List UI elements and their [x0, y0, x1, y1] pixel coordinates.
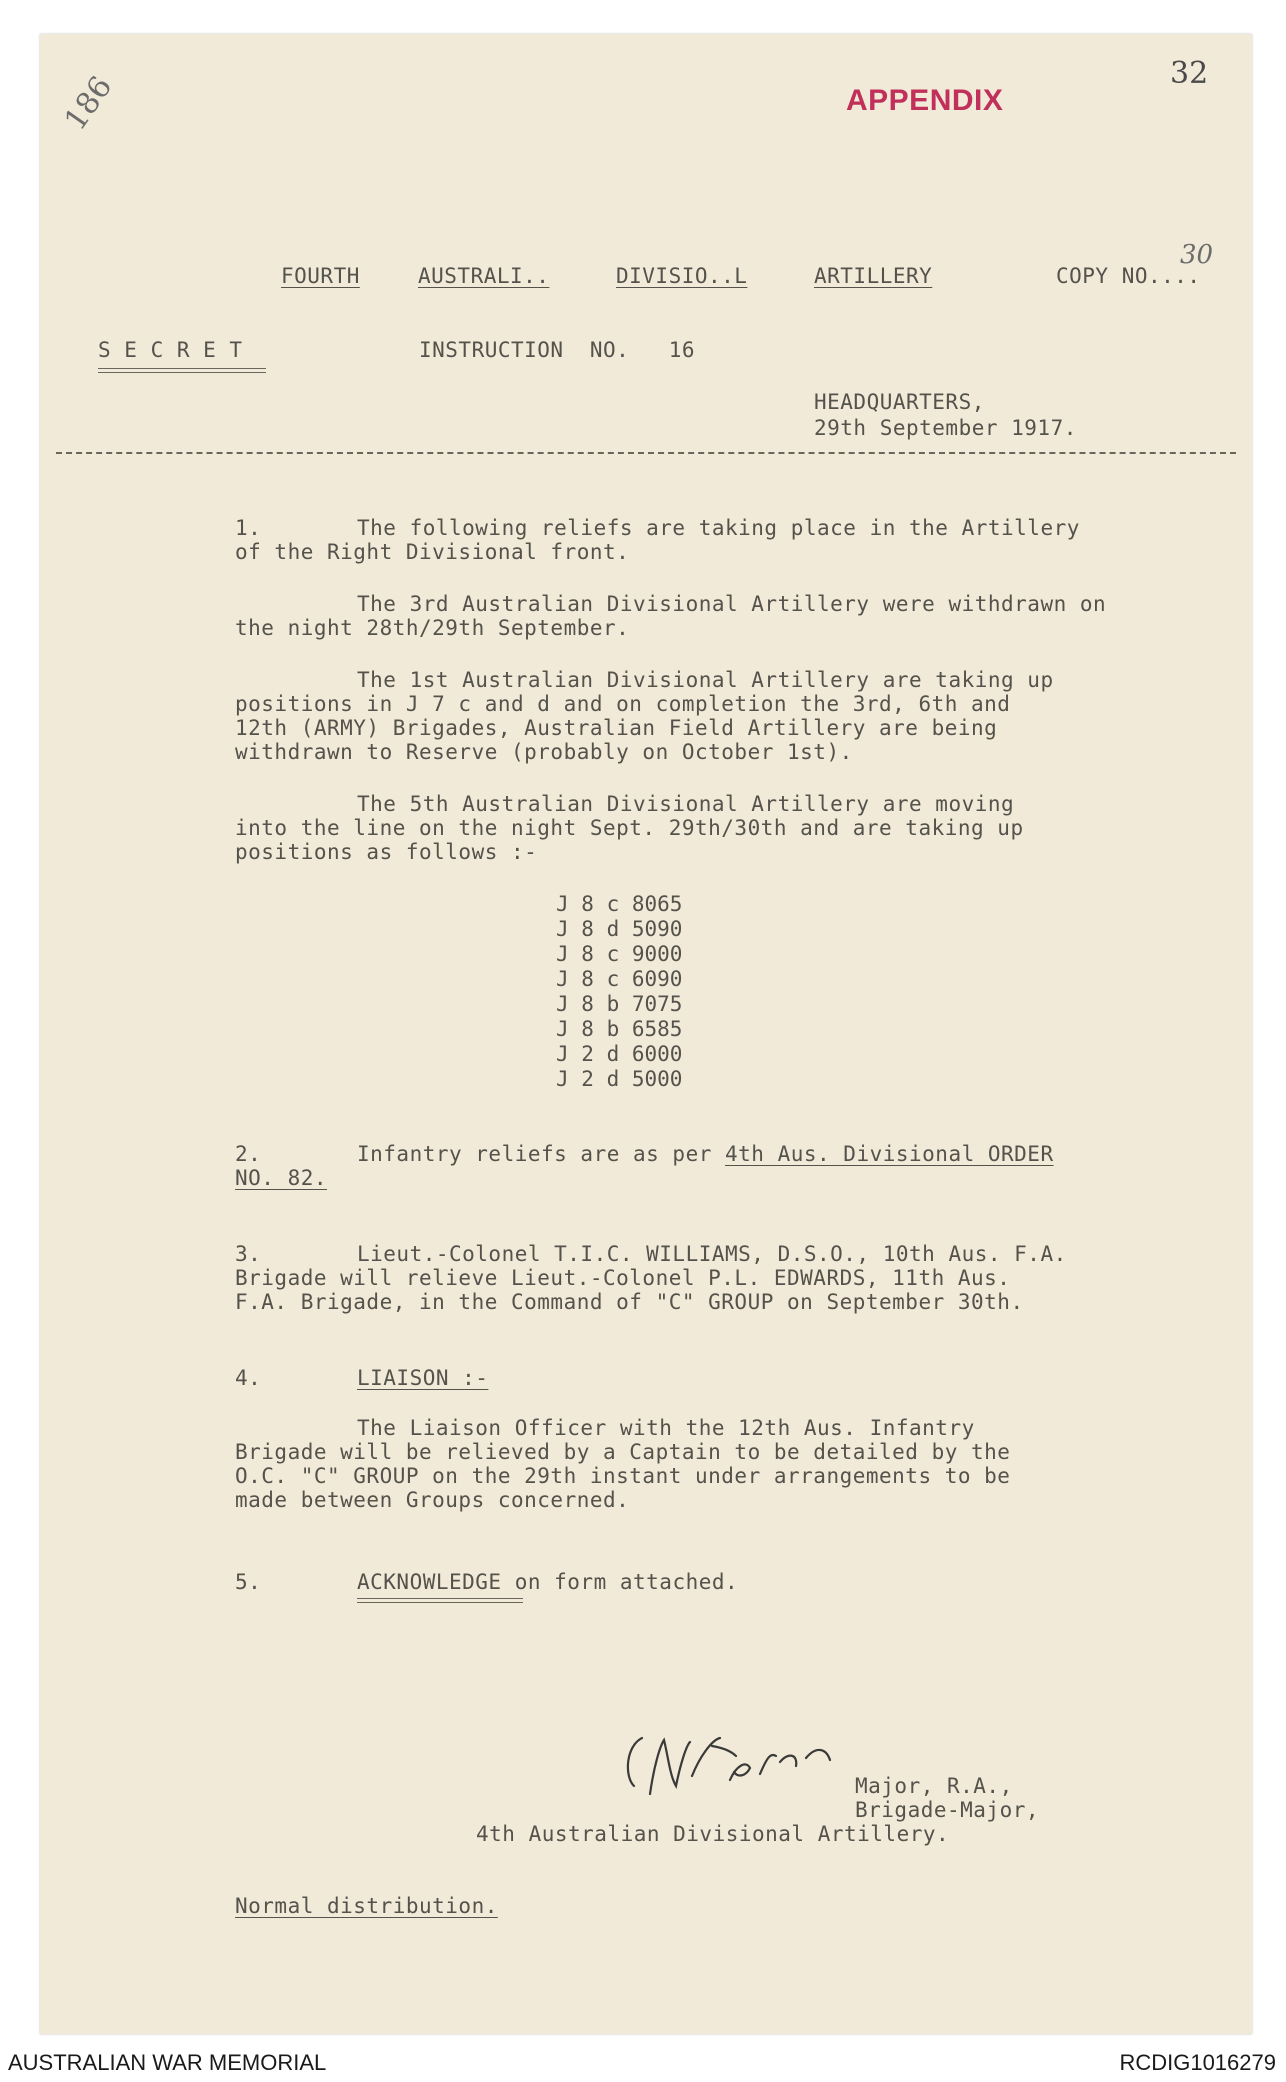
para2-line	[357, 1142, 1054, 1166]
signature-role: Brigade-Major,	[855, 1798, 1040, 1822]
distribution-note: Normal distribution.	[235, 1894, 498, 1918]
para2-order-number: NO. 82.	[235, 1166, 328, 1190]
para3-line: Lieut.-Colonel T.I.C. WILLIAMS, D.S.O., 10th Aus. F.A.	[357, 1242, 1067, 1266]
footer-catalogue-id: RCDIG1016279	[1119, 2050, 1276, 2075]
para1-line: positions as follows :-	[235, 840, 538, 864]
headquarters: HEADQUARTERS,	[814, 390, 985, 414]
para1-line: The 3rd Australian Divisional Artillery were withdrawn on	[357, 592, 1107, 616]
para3-line: F.A. Brigade, in the Command of "C" GROUP on September 30th.	[235, 1290, 1024, 1314]
footer-institution: AUSTRALIAN WAR MEMORIAL	[8, 2050, 327, 2075]
para1-number: 1.	[235, 516, 262, 540]
position-coordinate: J 8 b 6585	[556, 1017, 683, 1041]
position-coordinate: J 2 d 5000	[556, 1067, 683, 1091]
folio-number-pencil: 186	[57, 70, 120, 137]
para1-line: positions in J 7 c and d and on completion the 3rd, 6th and	[235, 692, 1011, 716]
para4-number: 4.	[235, 1366, 262, 1390]
para2-order-reference: 4th Aus. Divisional ORDER	[725, 1142, 1054, 1166]
para1-line: into the line on the night Sept. 29th/30th and are taking up	[235, 816, 1024, 840]
signature-rank: Major, R.A.,	[855, 1774, 1013, 1798]
position-coordinate: J 2 d 6000	[556, 1042, 683, 1066]
acknowledge-word: ACKNOWLEDGE	[357, 1570, 502, 1594]
header-divider	[56, 452, 1236, 454]
position-coordinate: J 8 c 6090	[556, 967, 683, 991]
para1-line: the night 28th/29th September.	[235, 616, 630, 640]
classification-double-underline	[98, 368, 266, 373]
acknowledge-double-underline	[357, 1598, 523, 1603]
signature-unit: 4th Australian Divisional Artillery.	[476, 1822, 950, 1846]
position-coordinate: J 8 b 7075	[556, 992, 683, 1016]
para2-text: Infantry reliefs are as per	[357, 1142, 726, 1166]
para1-line: 12th (ARMY) Brigades, Australian Field Artillery are being	[235, 716, 998, 740]
classification: S E C R E T	[98, 338, 243, 362]
instruction-number: INSTRUCTION NO. 16	[419, 338, 696, 362]
header-word-fourth: FOURTH	[281, 264, 360, 288]
para4-heading: LIAISON :-	[357, 1366, 489, 1390]
header-word-australian: AUSTRALI..	[418, 264, 550, 288]
document-date: 29th September 1917.	[814, 416, 1077, 440]
para4-line: Brigade will be relieved by a Captain to be detailed by the	[235, 1440, 1011, 1464]
para4-line: O.C. "C" GROUP on the 29th instant under arrangements to be	[235, 1464, 1011, 1488]
para4-line: The Liaison Officer with the 12th Aus. Infantry	[357, 1416, 975, 1440]
handwritten-signature	[620, 1716, 860, 1806]
para1-line: of the Right Divisional front.	[235, 540, 630, 564]
appendix-stamp: APPENDIX	[846, 84, 1004, 117]
para1-line: The following reliefs are taking place in the Artillery	[357, 516, 1080, 540]
copy-number-pencil: 30	[1180, 240, 1214, 270]
para3-line: Brigade will relieve Lieut.-Colonel P.L. EDWARDS, 11th Aus.	[235, 1266, 1011, 1290]
page-number: 32	[1170, 56, 1209, 91]
header-word-divisional: DIVISIO..L	[616, 264, 748, 288]
para3-number: 3.	[235, 1242, 262, 1266]
para5-number: 5.	[235, 1570, 262, 1594]
para1-line: The 1st Australian Divisional Artillery are taking up	[357, 668, 1054, 692]
header-word-artillery: ARTILLERY	[814, 264, 933, 288]
position-coordinate: J 8 c 8065	[556, 892, 683, 916]
para1-line: withdrawn to Reserve (probably on October 1st).	[235, 740, 853, 764]
para5-line	[357, 1570, 738, 1594]
para4-line: made between Groups concerned.	[235, 1488, 630, 1512]
copy-number-label: COPY NO....	[1056, 264, 1201, 288]
para5-text: on form attached.	[501, 1570, 739, 1594]
position-coordinate: J 8 d 5090	[556, 917, 683, 941]
para1-line: The 5th Australian Divisional Artillery are moving	[357, 792, 1015, 816]
position-coordinate: J 8 c 9000	[556, 942, 683, 966]
para2-number: 2.	[235, 1142, 262, 1166]
